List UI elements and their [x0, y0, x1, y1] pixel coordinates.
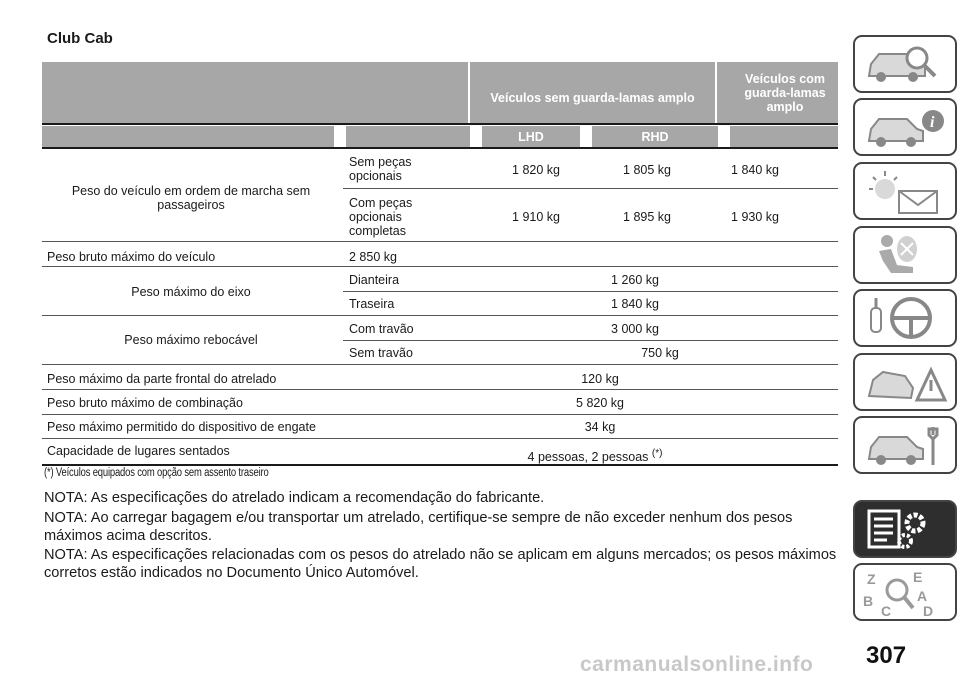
value-peso-bruto: 2 850 kg	[349, 250, 397, 264]
value-lhd-sem-pecas: 1 820 kg	[512, 163, 560, 177]
svg-text:Z: Z	[867, 571, 876, 587]
subheader-separator	[580, 126, 592, 147]
value-com-sem-pecas: 1 840 kg	[731, 163, 779, 177]
value-frontal: 120 kg	[581, 372, 619, 386]
row-label-engate: Peso máximo permitido do dispositivo de engate	[47, 420, 316, 434]
value-com-travao: 3 000 kg	[611, 322, 659, 336]
value-combinacao: 5 820 kg	[576, 396, 624, 410]
value-lugares	[480, 447, 710, 464]
row-label-peso-bruto: Peso bruto máximo do veículo	[47, 250, 216, 264]
header-separator	[715, 62, 717, 124]
car-wrench-icon	[861, 421, 949, 469]
row-divider	[343, 188, 838, 189]
row-label-peso-reboque: Peso máximo rebocável	[124, 333, 258, 347]
subheader-separator	[718, 126, 730, 147]
value-lugares-text: 4 pessoas, 2 pessoas	[527, 450, 649, 465]
note-2: NOTA: Ao carregar bagagem e/ou transportar um atrelado, certifique-se sempre de não exceder nenhum dos pesos máximos acima descritos.	[44, 510, 793, 544]
sidebar-tab-car-warning[interactable]	[853, 353, 957, 411]
table-bottom-border	[42, 464, 838, 466]
svg-text:E: E	[913, 569, 923, 585]
car-info-icon	[861, 103, 949, 151]
value-rhd-com-pecas: 1 895 kg	[623, 210, 671, 224]
note-1: NOTA: As especificações do atrelado indicam a recomendação do fabricante.	[44, 490, 545, 506]
sidebar-tab-car-search[interactable]	[853, 35, 957, 93]
section-title: Club Cab	[47, 30, 113, 47]
note-3: NOTA: As especificações relacionadas com os pesos do atrelado não se aplicam em alguns mercados; os pesos máximos corretos estão indicados no Documento Único Automóvel.	[44, 547, 837, 581]
row-label-peso-ordem: Peso do veículo em ordem de marcha sem passageiros	[71, 184, 311, 212]
value-dianteira: 1 260 kg	[611, 273, 659, 287]
row-divider	[42, 414, 838, 415]
row-label-frontal: Peso máximo da parte frontal do atrelado	[47, 372, 277, 386]
row-divider	[343, 291, 838, 292]
car-warning-icon	[861, 358, 949, 406]
header-divider	[42, 123, 838, 125]
list-gear-icon	[861, 505, 949, 553]
sub-label-traseira: Traseira	[349, 297, 395, 311]
header-col-com-guarda-lamas: Veículos com guarda-lamas amplo	[744, 72, 826, 114]
svg-text:i: i	[930, 114, 935, 131]
svg-text:D: D	[923, 603, 934, 616]
sidebar-tab-list-gear-active[interactable]	[853, 500, 957, 558]
watermark: carmanualsonline.info	[580, 653, 814, 676]
header-lhd: LHD	[518, 130, 544, 144]
header-divider	[42, 147, 838, 149]
sidebar-tab-index[interactable]	[853, 563, 957, 621]
row-divider	[343, 340, 838, 341]
row-divider	[42, 438, 838, 439]
sidebar-tab-car-info[interactable]	[853, 98, 957, 156]
sub-label-com-travao: Com travão	[349, 322, 414, 336]
lights-mail-icon	[861, 167, 949, 215]
value-engate: 34 kg	[584, 420, 616, 434]
footnote-mark: (*)	[651, 448, 663, 459]
key-steering-icon	[861, 294, 949, 342]
subheader-separator	[470, 126, 482, 147]
subheader-separator	[334, 126, 346, 147]
row-label-lugares: Capacidade de lugares sentados	[47, 444, 230, 458]
svg-text:A: A	[917, 588, 928, 604]
row-divider	[42, 241, 838, 242]
sidebar-tab-car-wrench[interactable]	[853, 416, 957, 474]
row-label-peso-eixo: Peso máximo do eixo	[131, 285, 251, 299]
page-number: 307	[866, 642, 907, 669]
row-divider	[42, 266, 838, 267]
airbag-person-icon	[861, 231, 949, 279]
row-divider	[42, 389, 838, 390]
table-header-row	[42, 62, 838, 124]
row-divider	[42, 315, 838, 316]
sub-label-sem-pecas: Sem peças opcionais	[349, 155, 412, 183]
header-col-sem-guarda-lamas: Veículos sem guarda-lamas amplo	[490, 91, 695, 105]
value-lhd-com-pecas: 1 910 kg	[512, 210, 560, 224]
sub-label-dianteira: Dianteira	[349, 273, 400, 287]
sub-label-com-pecas: Com peças opcionais completas	[349, 196, 413, 238]
sidebar-tab-key-steering[interactable]	[853, 289, 957, 347]
row-divider	[42, 364, 838, 365]
svg-text:B: B	[863, 593, 874, 609]
header-rhd: RHD	[641, 130, 669, 144]
sidebar-tab-lights-mail[interactable]	[853, 162, 957, 220]
value-traseira: 1 840 kg	[611, 297, 659, 311]
row-label-combinacao: Peso bruto máximo de combinação	[47, 396, 243, 410]
svg-text:C: C	[881, 603, 892, 616]
car-search-icon	[861, 40, 949, 88]
alphabet-search-icon	[861, 568, 949, 616]
sidebar-tab-airbag[interactable]	[853, 226, 957, 284]
sub-label-sem-travao: Sem travão	[349, 346, 413, 360]
value-com-com-pecas: 1 930 kg	[731, 210, 779, 224]
value-rhd-sem-pecas: 1 805 kg	[623, 163, 671, 177]
footnote: (*) Veículos equipados com opção sem assento traseiro	[44, 467, 269, 479]
value-sem-travao: 750 kg	[641, 346, 679, 360]
